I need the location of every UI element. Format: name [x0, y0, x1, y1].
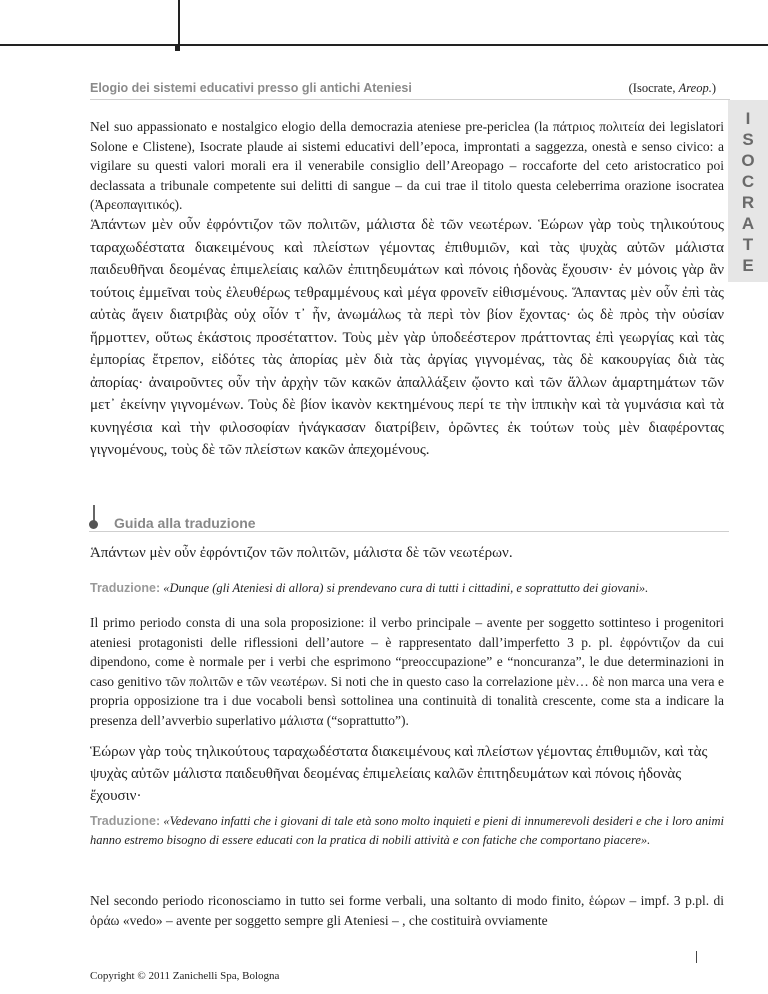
guide-bullet-icon [89, 520, 98, 529]
sidebar-letter: A [741, 214, 755, 233]
header-vertical-rule [178, 0, 180, 44]
guide-heading: Guida alla traduzione [114, 515, 256, 531]
sidebar-letter: O [741, 151, 755, 170]
translation-label: Traduzione: [90, 581, 161, 595]
header-horizontal-rule [0, 44, 768, 46]
commentary-paragraph-1: Il primo periodo consta di una sola proposizione: il verbo principale – avente per soggetto sottinteso i progenitori ateniesi protagonisti delle riflessioni dell’autore – è rappresentato dall’imperfetto 3 p. pl. ἐφρόντιζον da cui dipendono, come è normale per i verbi che esprimono “preoccupazione” e “noncuranza”, le due determinazioni in caso genitivo τῶν πολιτῶν e τῶν νεωτέρων. Si noti che in questo caso la correlazione μὲν… δὲ non marca una vera e propria opposizione tra i due vocaboli bensì sottolinea una continuità di tonalità crescente, come sta a indicare la presenza dell’avverbio superlativo μάλιστα (“soprattutto”). [90, 615, 724, 728]
guide-greek-sentence-2: Ἑώρων γὰρ τοὺς τηλικούτους ταραχωδέστατα διακειμένους καὶ πλείστων γέμοντας ἐπιθυμιῶν, καὶ τὰς ψυχὰς αὐτῶν μάλιστα παιδευθῆναι δεομένας ἐπιμελείαις καλῶν ἐπιτηδευμάτων καὶ πόνοις ἡδονὰς ἔχουσιν· [90, 744, 708, 804]
running-head-citation [629, 81, 716, 96]
sidebar-letter: C [741, 172, 755, 191]
citation-work: Areop. [678, 81, 712, 95]
sidebar-letter: R [741, 193, 755, 212]
header-corner-mark [175, 46, 180, 51]
author-sidebar-tab [728, 100, 768, 282]
guide-divider [89, 531, 729, 532]
translation-1-text: «Dunque (gli Ateniesi di allora) si prendevano cura di tutti i cittadini, e soprattutto dei giovani». [163, 581, 649, 595]
greek-source-text: Ἁπάντων μὲν οὖν ἐφρόντιζον τῶν πολιτῶν, μάλιστα δὲ τῶν νεωτέρων. Ἑώρων γὰρ τοὺς τηλικούτους ταραχωδέστατα διακειμένους καὶ πλείστων γέμοντας ἐπιθυμιῶν, καὶ τὰς ψυχὰς αὐτῶν μάλιστα παιδευθῆναι δεομένας ἐπιμελείαις καλῶν ἐπιτηδευμάτων καὶ πόνοις ἡδονὰς ἔχουσιν· ἐν μόνοις γὰρ ἂν τούτοις ἐμμεῖναι τοὺς ἐλευθέρως τεθραμμένους καὶ μέγα φρονεῖν εἰθισμένους. Ἅπαντας μὲν οὖν ἐπὶ τὰς αὐτὰς ἄγειν διατριβὰς οὐχ οἷόν τ᾽ ἦν, ἀνωμάλως τὰ περὶ τὸν βίον ἔχοντας· ὡς δὲ πρὸς τὴν οὐσίαν ἥρμοττεν, οὕτως ἑκάστοις προσέταττον. Τοὺς μὲν γὰρ ὑποδεέστερον πράττοντας ἐπὶ γεωργίας καὶ τὰς ἐμπορίας ἔτρεπον, εἰδότες τὰς ἀπορίας μὲν διὰ τὰς ἀργίας γιγνομένας, τὰς δὲ κακουργίας διὰ τὰς ἀπορίας· ἀναιροῦντες οὖν τὴν ἀρχὴν τῶν κακῶν ἀπαλλάξειν ᾤοντο καὶ τῶν ἄλλων ἁμαρτημάτων τῶν μετ᾽ ἐκείνην γιγνομένων. Τοὺς δὲ βίον ἱκανὸν κεκτημένους περί τε τὴν ἱππικὴν καὶ τὰ γυμνάσια καὶ τὰ κυνηγέσια καὶ τὴν φιλοσοφίαν ἠνάγκασαν διατρίβειν, ὁρῶντες ἐκ τούτων τοὺς μὲν διαφέροντας γιγνομένους, τοὺς δὲ τῶν πλείστων κακῶν ἀπεχομένους. [90, 217, 724, 458]
sidebar-letter: I [745, 109, 751, 128]
running-head [90, 83, 730, 100]
guide-greek-sentence-1: Ἁπάντων μὲν οὖν ἐφρόντιζον τῶν πολιτῶν, μάλιστα δὲ τῶν νεωτέρων. [90, 545, 513, 561]
author-sidebar-letters [728, 108, 768, 276]
translation-2 [90, 812, 724, 850]
citation-close: ) [711, 81, 716, 95]
translation-label: Traduzione: [90, 814, 161, 828]
sidebar-letter: T [742, 235, 754, 254]
translation-2-text: «Vedevano infatti che i giovani di tale età sono molto inquieti e pieni di innumerevoli desideri e che i loro animi hanno estremo bisogno di essere educati con la pratica di nobili attività e con fatiche che comportano piacere». [90, 814, 724, 847]
copyright-notice: Copyright © 2011 Zanichelli Spa, Bologna [90, 970, 280, 982]
footer-mark [696, 951, 697, 963]
sidebar-letter: S [742, 130, 754, 149]
translation-1 [90, 579, 724, 598]
commentary-paragraph-2: Nel secondo periodo riconosciamo in tutto sei forme verbali, una soltanto di modo finito, ἑώρων – impf. 3 p.pl. di ὁράω «vedo» – avente per soggetto sempre gli Ateniesi – , che costituirà ovviamente [90, 893, 724, 928]
intro-paragraph: Nel suo appassionato e nostalgico elogio della democrazia ateniese pre-periclea (la πάτριος πολιτεία dei legislatori Solone e Clistene), Isocrate plaude ai sistemi educativi dell’epoca, improntati a saggezza, onestà e senso civico: a vigilare su questi valori morali era il venerabile consiglio dell’Areopago – roccaforte del ceto aristocratico poi declassata a tribunale competente sui delitti di sangue – da cui trae il titolo questa celeberrima orazione isocratea (Ἀρεοπαγιτικός). [90, 119, 724, 212]
citation-open: (Isocrate, [628, 81, 679, 95]
sidebar-letter: E [742, 256, 754, 275]
running-head-title: Elogio dei sistemi educativi presso gli antichi Ateniesi [90, 81, 412, 95]
